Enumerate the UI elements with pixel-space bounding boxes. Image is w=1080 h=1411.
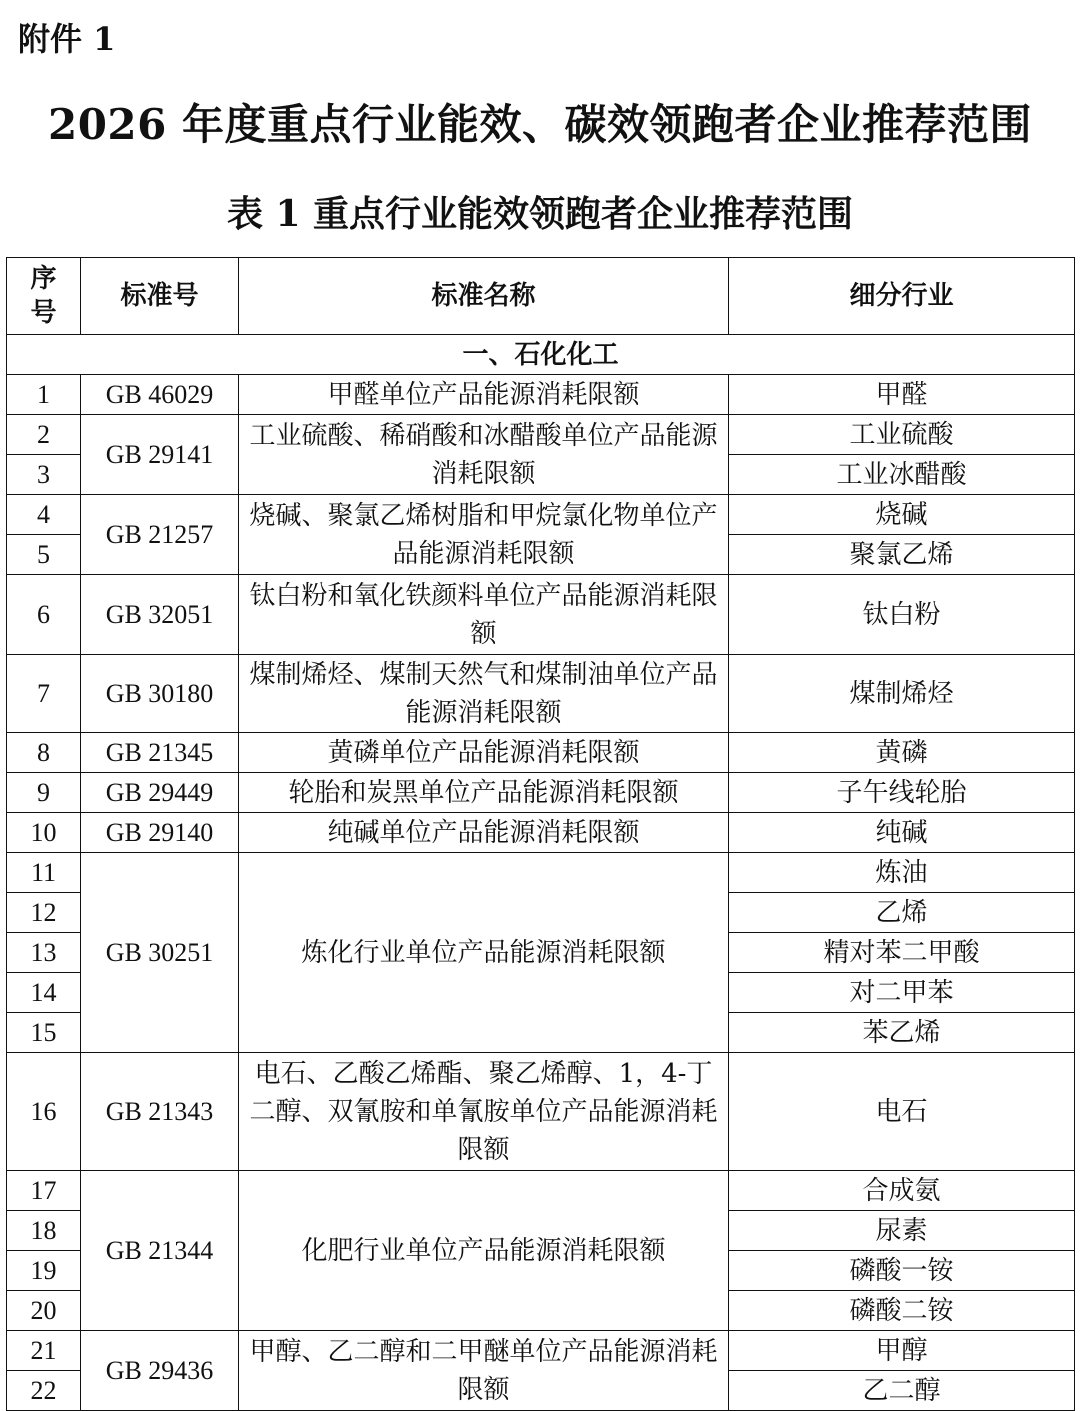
std-name-cell: 甲醇、乙二醇和二甲醚单位产品能源消耗限额	[239, 1331, 729, 1411]
std-name-cell: 烧碱、聚氯乙烯树脂和甲烷氯化物单位产品能源消耗限额	[239, 495, 729, 575]
header-std-no: 标准号	[81, 258, 239, 335]
seq-cell: 12	[7, 893, 81, 933]
seq-cell: 5	[7, 535, 81, 575]
seq-cell: 16	[7, 1053, 81, 1171]
header-seq: 序号	[7, 258, 81, 335]
std-name-cell: 炼化行业单位产品能源消耗限额	[239, 853, 729, 1053]
std-no-cell: GB 32051	[81, 575, 239, 655]
sub-industry-cell: 工业冰醋酸	[729, 455, 1075, 495]
seq-cell: 11	[7, 853, 81, 893]
table-row	[7, 1053, 1075, 1171]
seq-cell: 19	[7, 1251, 81, 1291]
table-row	[7, 495, 1075, 535]
table-row	[7, 1331, 1075, 1371]
std-name-cell: 甲醛单位产品能源消耗限额	[239, 375, 729, 415]
seq-cell: 3	[7, 455, 81, 495]
section-title: 一、石化化工	[7, 335, 1075, 375]
std-no-cell: GB 21343	[81, 1053, 239, 1171]
table-title: 表 1 重点行业能效领跑者企业推荐范围	[226, 193, 854, 235]
sub-industry-cell: 纯碱	[729, 813, 1075, 853]
seq-cell: 8	[7, 733, 81, 773]
std-name-cell: 轮胎和炭黑单位产品能源消耗限额	[239, 773, 729, 813]
std-name-cell: 电石、乙酸乙烯酯、聚乙烯醇、1，4-丁二醇、双氰胺和单氰胺单位产品能源消耗限额	[239, 1053, 729, 1171]
seq-cell: 15	[7, 1013, 81, 1053]
sub-industry-cell: 甲醛	[729, 375, 1075, 415]
std-name-cell: 黄磷单位产品能源消耗限额	[239, 733, 729, 773]
std-no-cell: GB 29141	[81, 415, 239, 495]
header-sub-industry: 细分行业	[729, 258, 1075, 335]
std-no-cell: GB 29140	[81, 813, 239, 853]
sub-industry-cell: 钛白粉	[729, 575, 1075, 655]
page-title: 2026 年度重点行业能效、碳效领跑者企业推荐范围	[47, 100, 1033, 149]
seq-cell: 17	[7, 1171, 81, 1211]
attachment-label: 附件 1	[18, 20, 116, 58]
table-row	[7, 773, 1075, 813]
sub-industry-cell: 聚氯乙烯	[729, 535, 1075, 575]
std-name-cell: 纯碱单位产品能源消耗限额	[239, 813, 729, 853]
table-row	[7, 655, 1075, 733]
table-row	[7, 853, 1075, 893]
seq-cell: 22	[7, 1371, 81, 1411]
seq-cell: 1	[7, 375, 81, 415]
std-name-cell: 煤制烯烃、煤制天然气和煤制油单位产品能源消耗限额	[239, 655, 729, 733]
table-header-row	[7, 258, 1075, 335]
std-name-cell: 钛白粉和氧化铁颜料单位产品能源消耗限额	[239, 575, 729, 655]
sub-industry-cell: 烧碱	[729, 495, 1075, 535]
sub-industry-cell: 工业硫酸	[729, 415, 1075, 455]
sub-industry-cell: 磷酸一铵	[729, 1251, 1075, 1291]
sub-industry-cell: 炼油	[729, 853, 1075, 893]
sub-industry-cell: 甲醇	[729, 1331, 1075, 1371]
std-no-cell: GB 21344	[81, 1171, 239, 1331]
section-row	[7, 335, 1075, 375]
seq-cell: 20	[7, 1291, 81, 1331]
sub-industry-cell: 电石	[729, 1053, 1075, 1171]
table-row	[7, 575, 1075, 655]
sub-industry-cell: 精对苯二甲酸	[729, 933, 1075, 973]
sub-industry-cell: 黄磷	[729, 733, 1075, 773]
std-no-cell: GB 21345	[81, 733, 239, 773]
table-row	[7, 1171, 1075, 1211]
standards-table	[6, 257, 1075, 1411]
sub-industry-cell: 乙二醇	[729, 1371, 1075, 1411]
sub-industry-cell: 子午线轮胎	[729, 773, 1075, 813]
sub-industry-cell: 对二甲苯	[729, 973, 1075, 1013]
std-no-cell: GB 30180	[81, 655, 239, 733]
table-row	[7, 813, 1075, 853]
std-no-cell: GB 30251	[81, 853, 239, 1053]
seq-cell: 21	[7, 1331, 81, 1371]
sub-industry-cell: 苯乙烯	[729, 1013, 1075, 1053]
std-name-cell: 工业硫酸、稀硝酸和冰醋酸单位产品能源消耗限额	[239, 415, 729, 495]
std-no-cell: GB 46029	[81, 375, 239, 415]
seq-cell: 6	[7, 575, 81, 655]
seq-cell: 2	[7, 415, 81, 455]
std-no-cell: GB 21257	[81, 495, 239, 575]
header-std-name: 标准名称	[239, 258, 729, 335]
table-row	[7, 415, 1075, 455]
table-row	[7, 375, 1075, 415]
std-name-cell: 化肥行业单位产品能源消耗限额	[239, 1171, 729, 1331]
sub-industry-cell: 煤制烯烃	[729, 655, 1075, 733]
seq-cell: 14	[7, 973, 81, 1013]
seq-cell: 18	[7, 1211, 81, 1251]
std-no-cell: GB 29436	[81, 1331, 239, 1411]
sub-industry-cell: 合成氨	[729, 1171, 1075, 1211]
seq-cell: 9	[7, 773, 81, 813]
seq-cell: 10	[7, 813, 81, 853]
sub-industry-cell: 磷酸二铵	[729, 1291, 1075, 1331]
seq-cell: 7	[7, 655, 81, 733]
seq-cell: 4	[7, 495, 81, 535]
sub-industry-cell: 尿素	[729, 1211, 1075, 1251]
sub-industry-cell: 乙烯	[729, 893, 1075, 933]
table-row	[7, 733, 1075, 773]
std-no-cell: GB 29449	[81, 773, 239, 813]
seq-cell: 13	[7, 933, 81, 973]
